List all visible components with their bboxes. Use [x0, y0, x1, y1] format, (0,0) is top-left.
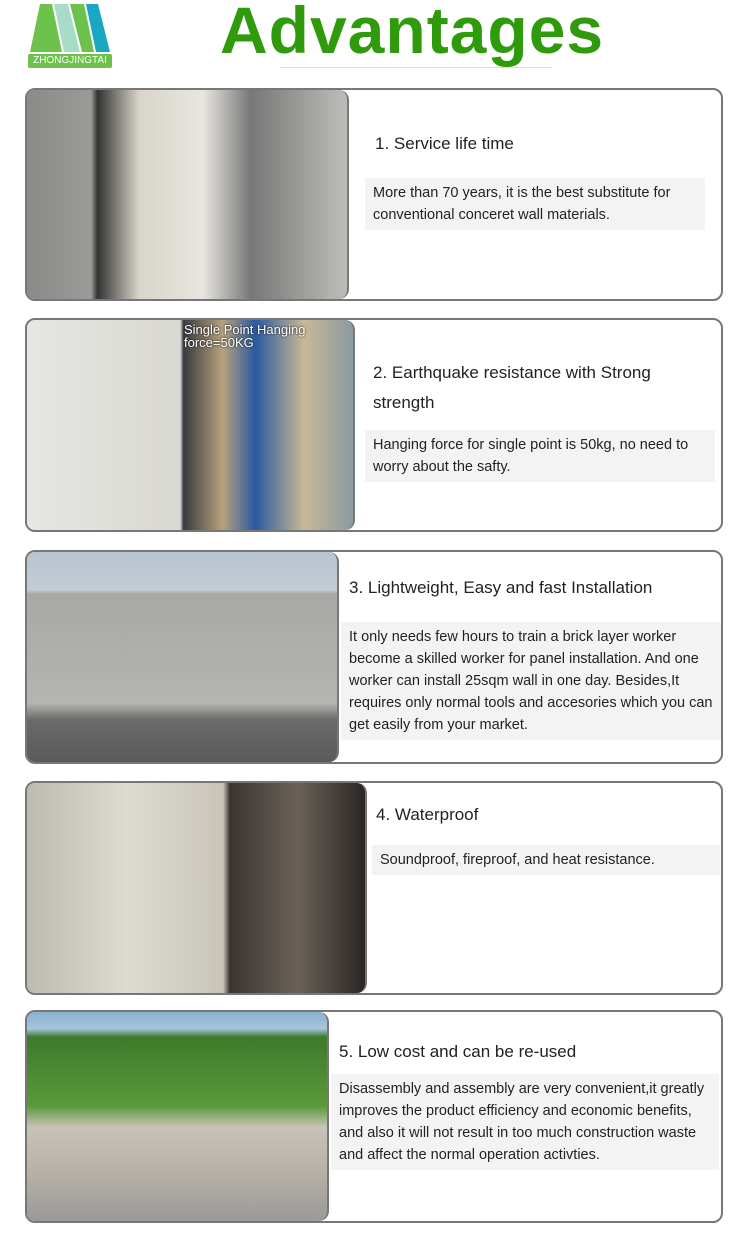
divider — [280, 67, 552, 68]
item-heading: 5. Low cost and can be re-used — [339, 1042, 577, 1061]
advantage-card-4 — [25, 781, 723, 995]
logo-text: ZHONGJINGTAI — [28, 54, 112, 68]
item-description: Soundproof, fireproof, and heat resistance. — [372, 845, 720, 875]
item-description: It only needs few hours to train a brick layer worker become a skilled worker for panel installation. And one worker can install 25sqm wall in one day. Besides,It requires only normal tools and accesories which you can get easily from your market. — [341, 622, 723, 740]
advantage-card-2 — [25, 318, 723, 532]
logo-mark-icon — [28, 2, 112, 54]
brand-logo — [28, 2, 112, 68]
item-heading: 2. Earthquake resistance with Strong strength — [373, 363, 651, 412]
hanging-test-photo — [27, 320, 355, 530]
construction-photo — [27, 90, 349, 299]
item-description: Hanging force for single point is 50kg, no need to worry about the safty. — [365, 430, 715, 482]
item-heading: 3. Lightweight, Easy and fast Installation — [349, 578, 653, 597]
item-description: More than 70 years, it is the best substitute for conventional conceret wall materials. — [365, 178, 705, 230]
page-title: Advantages — [220, 0, 605, 67]
reusable-panels-photo — [27, 1012, 329, 1221]
item-description: Disassembly and assembly are very convenient,it greatly improves the product efficiency and economic benefits, and also it will not result in too much construction waste and affect the normal operation activties. — [331, 1074, 719, 1170]
waterproof-fireproof-photo — [27, 783, 367, 993]
advantage-card-1 — [25, 88, 723, 301]
panel-house-photo — [27, 552, 339, 762]
item-heading: 1. Service life time — [375, 134, 514, 153]
advantage-card-3 — [25, 550, 723, 764]
advantage-card-5 — [25, 1010, 723, 1223]
item-heading: 4. Waterproof — [376, 805, 479, 824]
photo-caption: Single Point Hanging force=50KG — [184, 322, 306, 350]
